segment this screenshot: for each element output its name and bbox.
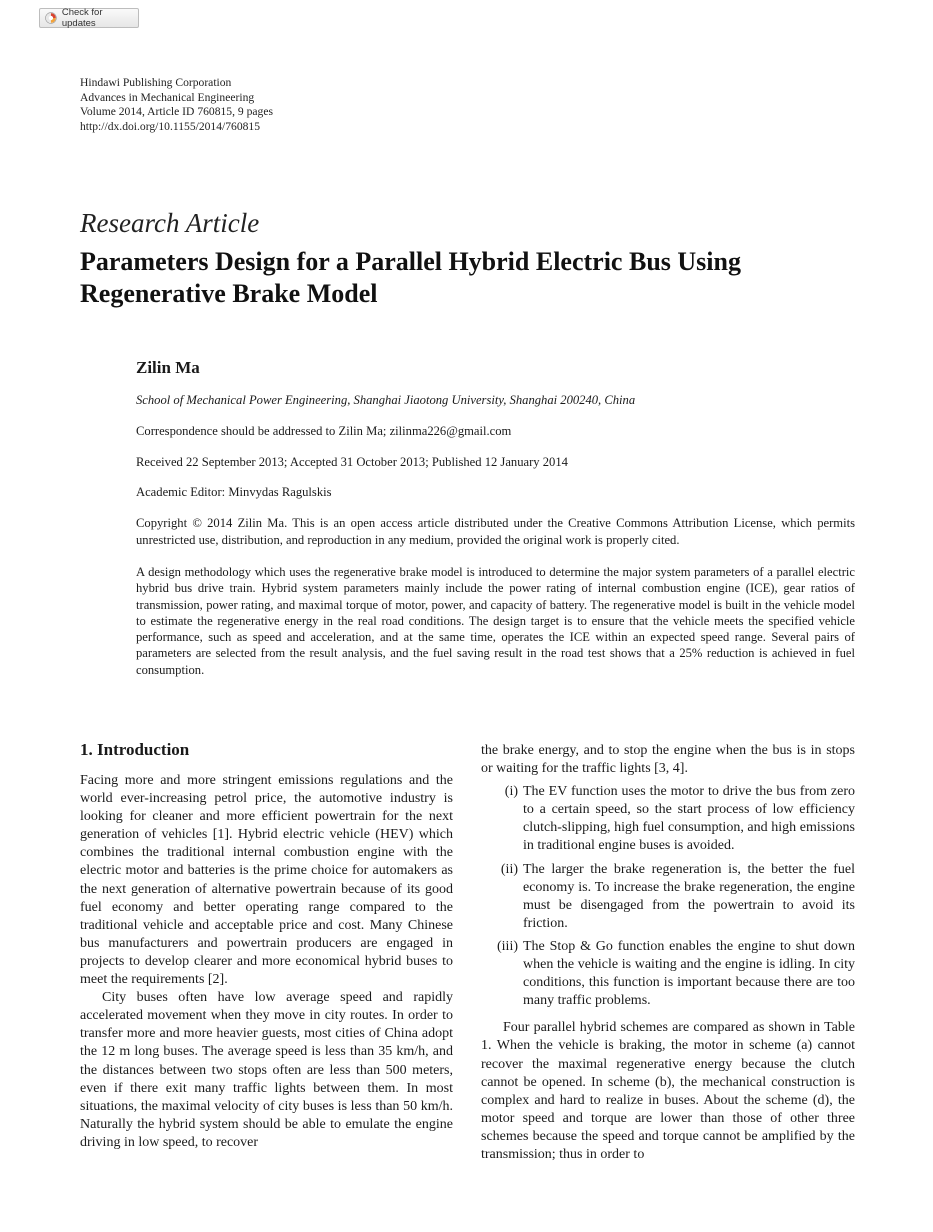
list-item-text: The EV function uses the motor to drive the bus from zero to a certain speed, so the start process of low efficiency clutch-slipping, high fuel consumption, and high emissions in traditional engine buses is avoided. — [523, 784, 855, 854]
check-for-updates-icon — [45, 12, 57, 24]
function-list — [481, 783, 855, 1010]
page-title: Parameters Design for a Parallel Hybrid Electric Bus Using Regenerative Brake Model — [80, 247, 741, 308]
journal-meta — [80, 76, 273, 134]
list-item — [481, 938, 855, 1010]
author-name: Zilin Ma — [136, 358, 200, 377]
article-type: Research Article — [80, 208, 260, 238]
intro-paragraph-2: City buses often have low average speed and rapidly accelerated movement when they move in city routes. In order to transfer more and more heavier guests, most cities of China adopt the 12 m long buses. The average speed is less than 35 km/h, and the distances between two stops often are less than 500 meters, even if there exit many traffic lights between them. In most situations, the maximal velocity of city buses is less than 50 km/h. Naturally the hybrid system should be able to emulate the engine driving in low speed, to recover — [80, 990, 453, 1150]
list-item-number: (i) — [504, 784, 518, 800]
abstract: A design methodology which uses the regenerative brake model is introduced to determine the major system parameters of a parallel electric hybrid bus drive train. Hybrid system parameters mainly include the power rating of internal combustion engine (ICE), gear ratios of transmission, power rating, and maximal torque of motor, power, and capacity of battery. The regenerative model is built in the vehicle model to estimate the regenerative energy in the real road conditions. The design target is to ensure that the vehicle meets the specified vehicle performance, such as speed and acceleration, and at the same time, operates the ICE within an expected speed range. Several pairs of parameters are selected from the result analysis, and the fuel saving result in the road test shows that a 25% reduction is achieved in fuel consumption. — [136, 565, 855, 677]
volume-info: Volume 2014, Article ID 760815, 9 pages — [80, 105, 273, 119]
list-item-number: (iii) — [497, 938, 518, 954]
academic-editor: Academic Editor: Minvydas Ragulskis — [136, 485, 332, 499]
section-heading: 1. Introduction — [80, 740, 190, 759]
doi-link[interactable]: http://dx.doi.org/10.1155/2014/760815 — [80, 119, 261, 133]
intro-paragraph-1: Facing more and more stringent emissions regulations and the world ever-increasing petrol price, the automotive industry is looking for cleaner and more efficient powertrain for the next generation of vehicles [1]. Hybrid electric vehicle (HEV) which combines the traditional internal combustion engine with the electric motor and batteries is the prime choice for automakers as the next generation of alternative powertrain because of its good fuel economy and better operating range compared to the traditional vehicle and acceptable price and cost. Many Chinese bus manufacturers and powertrain producers are engaged in projects to develop clearer and more economical hybrid buses to meet the requirements [2]. — [80, 773, 453, 988]
check-for-updates-label: Check for updates — [61, 7, 103, 29]
intro-paragraph-3: the brake energy, and to stop the engine when the bus is in stops or waiting for the traffic lights [3, 4]. — [481, 743, 855, 777]
correspondence: Correspondence should be addressed to Zilin Ma; zilinma226@gmail.com — [136, 424, 512, 438]
author-affiliation: School of Mechanical Power Engineering, Shanghai Jiaotong University, Shanghai 200240, China — [136, 393, 636, 407]
publication-dates: Received 22 September 2013; Accepted 31 October 2013; Published 12 January 2014 — [136, 455, 568, 469]
check-for-updates-button[interactable] — [39, 8, 139, 28]
journal-name: Advances in Mechanical Engineering — [80, 90, 255, 104]
list-item — [481, 783, 855, 855]
list-item-text: The larger the brake regeneration is, the better the fuel economy is. To increase the brake regeneration, the engine must be disengaged from the powertrain to avoid its friction. — [523, 861, 855, 931]
intro-paragraph-4: Four parallel hybrid schemes are compared as shown in Table 1. When the vehicle is braking, the motor in scheme (a) cannot recover the maximal regenerative energy because the clutch cannot be opened. In scheme (b), the mechanical construction is complex and hard to realize in buses. About the scheme (d), the motor speed and torque are lower than those of other three schemes because the speed and torque cannot be amplified by the transmission; thus in order to — [481, 1020, 855, 1162]
list-item-number: (ii) — [500, 861, 518, 877]
list-item — [481, 861, 855, 933]
left-column — [80, 740, 453, 1152]
publisher: Hindawi Publishing Corporation — [80, 76, 232, 89]
copyright-notice: Copyright © 2014 Zilin Ma. This is an open access article distributed under the Creative Commons Attribution License, which permits unrestricted use, distribution, and reproduction in any medium, provided the original work is properly cited. — [136, 516, 855, 547]
list-item-text: The Stop & Go function enables the engine to shut down when the vehicle is waiting and the engine is idling. In city conditions, this function is important because there are too many traffic problems. — [523, 938, 855, 1009]
right-column — [481, 742, 855, 1164]
